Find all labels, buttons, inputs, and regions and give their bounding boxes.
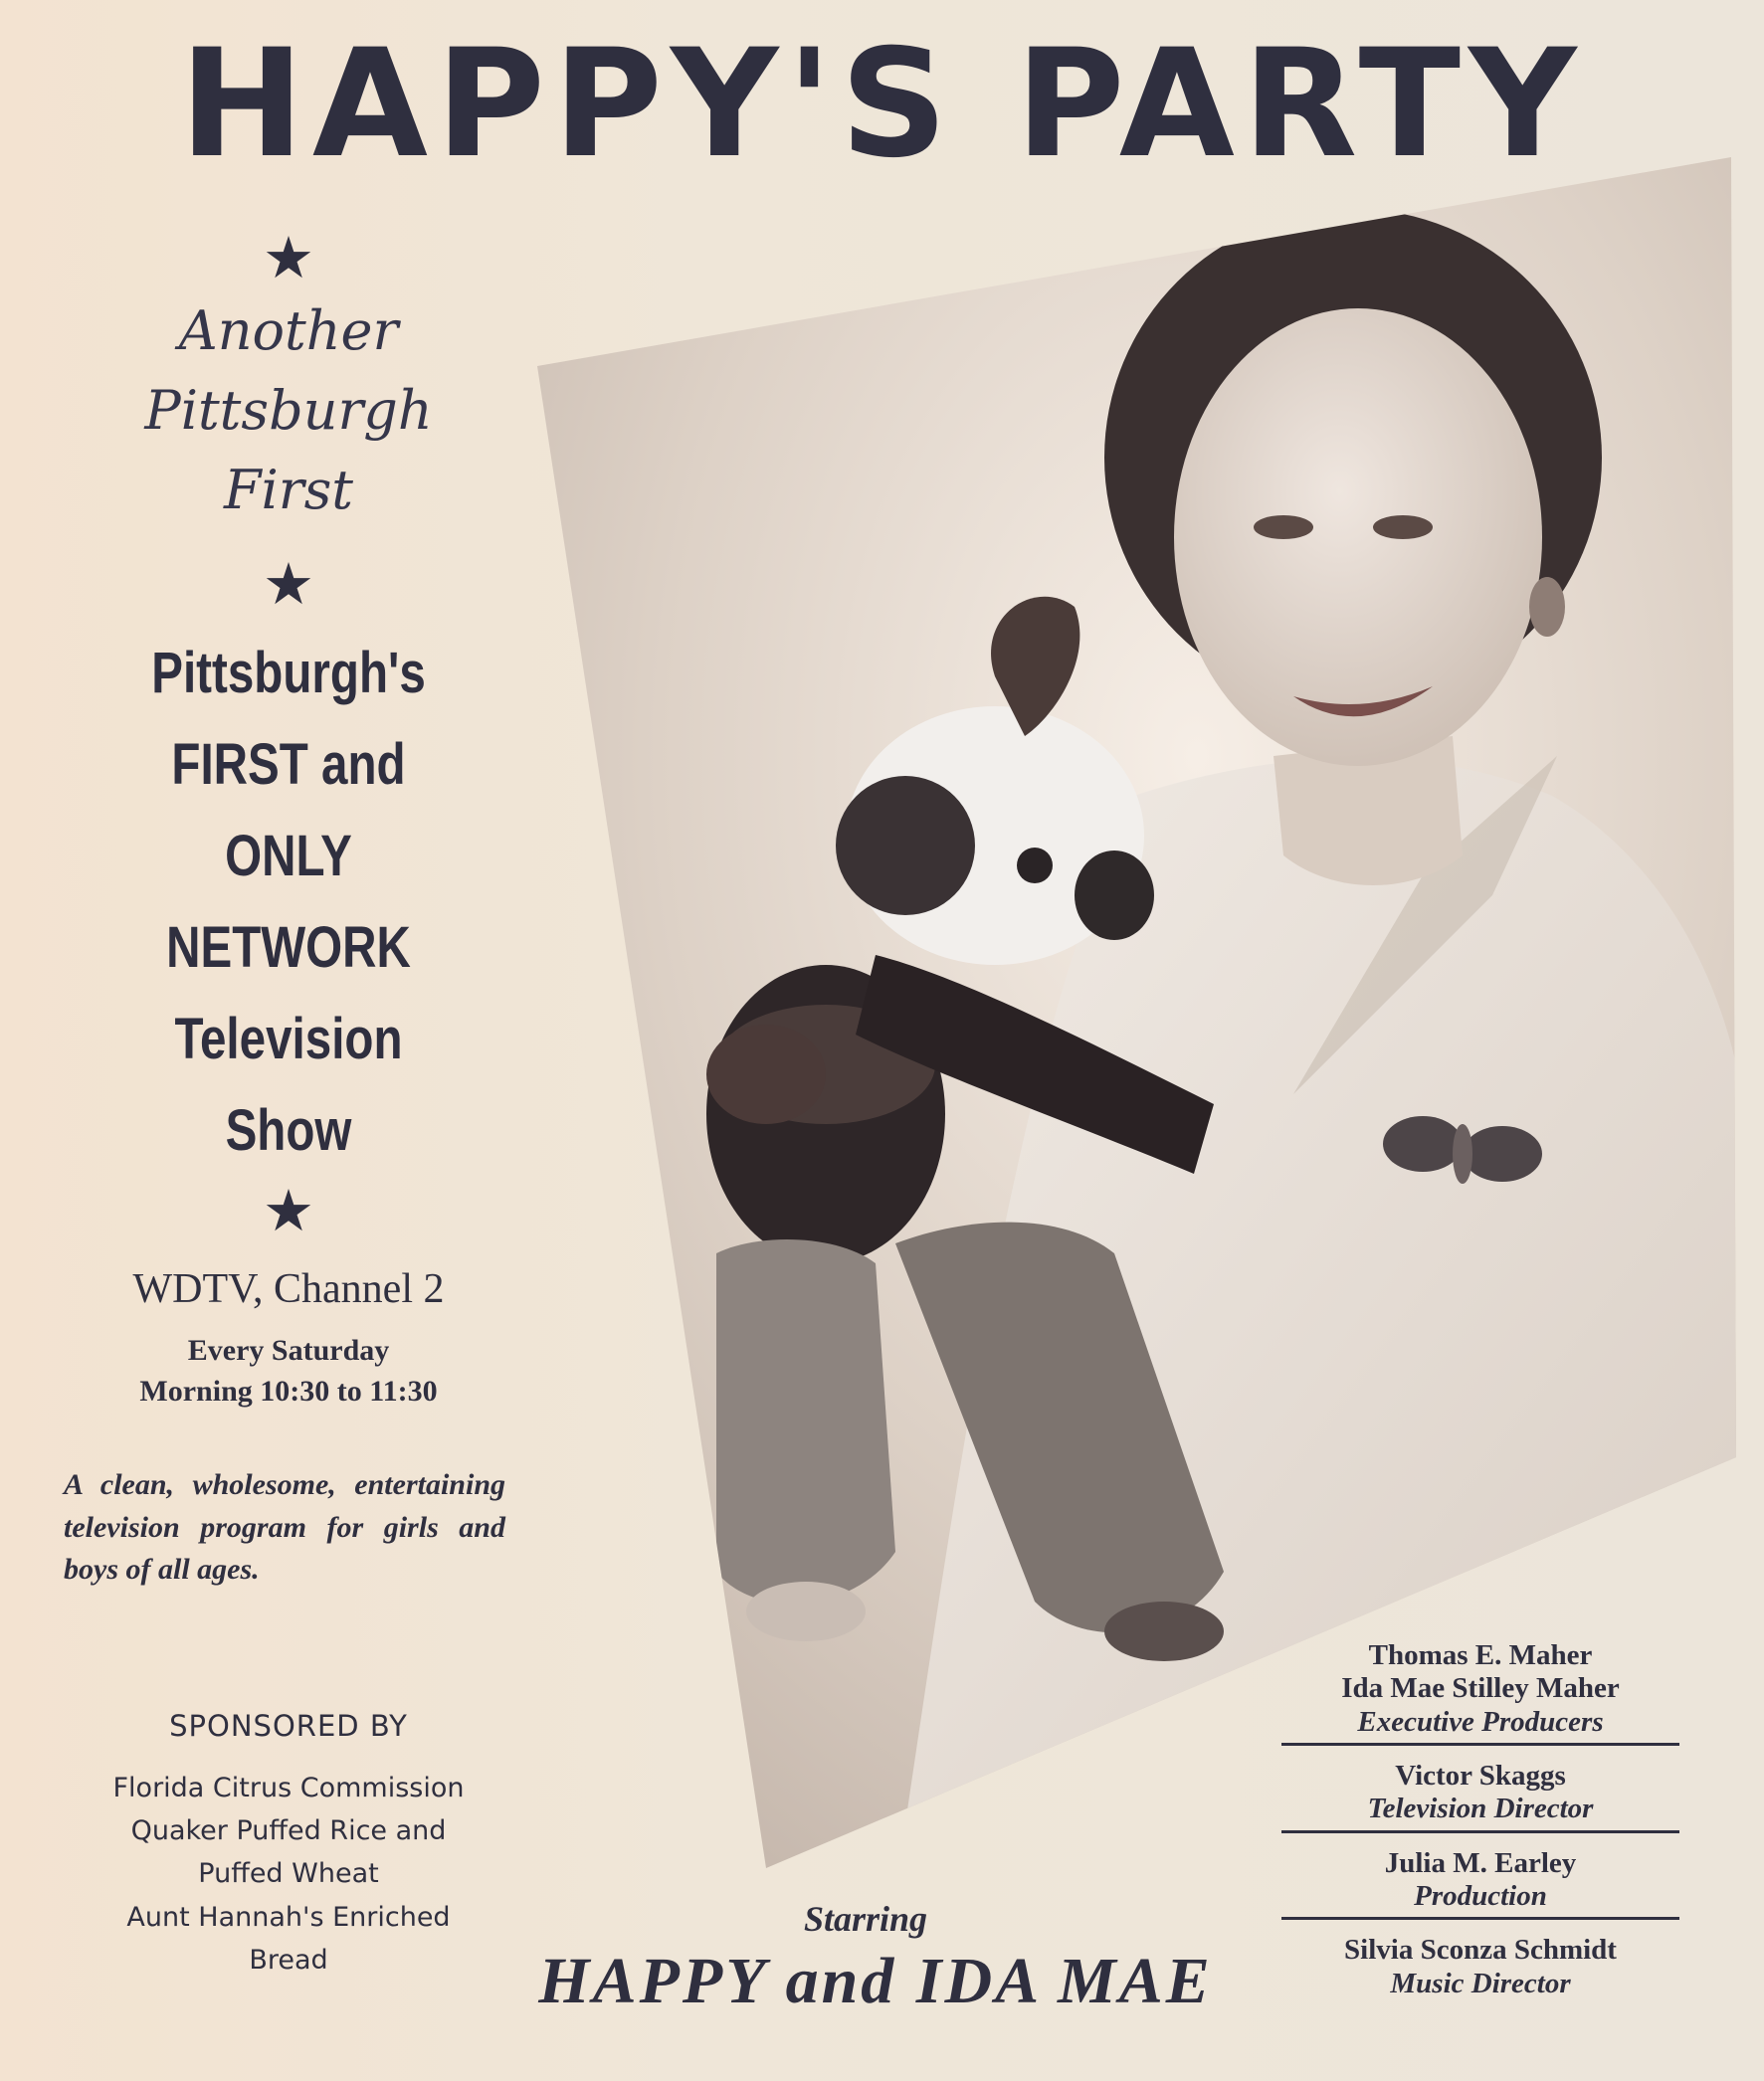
credit-name: Julia M. Earley xyxy=(1384,1846,1577,1879)
credit-role: Television Director xyxy=(1367,1793,1594,1825)
credit-name: Silvia Sconza Schmidt xyxy=(1344,1934,1617,1967)
tagline-line: First xyxy=(224,459,353,521)
credit-role: Music Director xyxy=(1390,1967,1571,1999)
sponsor-line: Puffed Wheat xyxy=(198,1858,379,1890)
credit-entry xyxy=(1281,1934,1679,2004)
star-icon: ★ xyxy=(263,1177,314,1244)
claim-line: NETWORK xyxy=(166,915,411,980)
credit-name: Victor Skaggs xyxy=(1395,1760,1566,1793)
station-label: WDTV, Channel 2 xyxy=(132,1266,445,1312)
sponsor-line: Florida Citrus Commission xyxy=(112,1773,465,1803)
sponsor-line: Aunt Hannah's Enriched xyxy=(126,1901,451,1933)
face xyxy=(1174,308,1542,766)
tagline-line: Another xyxy=(178,299,399,362)
tagline-line: Pittsburgh xyxy=(144,379,433,442)
claim-line: ONLY xyxy=(225,824,352,888)
sponsor-line: Quaker Puffed Rice and xyxy=(130,1815,447,1847)
claim-line: Television xyxy=(174,1007,403,1071)
star-icon: ★ xyxy=(263,224,314,291)
puppet-hand xyxy=(706,1025,826,1124)
sponsor-line: Bread xyxy=(249,1944,328,1976)
credit-entry xyxy=(1281,1760,1679,1833)
starring-names: HAPPY and IDA MAE xyxy=(538,1945,1213,2017)
credits-block xyxy=(1281,1639,1679,2018)
credit-role: Production xyxy=(1414,1880,1547,1913)
credit-entry xyxy=(1281,1639,1679,1746)
page-title: HAPPY'S PARTY xyxy=(179,18,1585,191)
sponsored-by-heading: SPONSORED BY xyxy=(169,1709,408,1743)
puppet-eye-patch xyxy=(1075,851,1154,940)
program-description: A clean, wholesome, entertaining television program for girls and boys of all ages. xyxy=(64,1468,505,1587)
credit-entry xyxy=(1281,1847,1679,1921)
puppet-leg xyxy=(716,1239,895,1604)
claim-line: Pittsburgh's xyxy=(151,641,426,705)
earring xyxy=(1529,577,1565,637)
credit-role: Executive Producers xyxy=(1357,1705,1604,1738)
starring-label: Starring xyxy=(803,1899,928,1939)
claim-line: Show xyxy=(225,1098,352,1163)
star-icon: ★ xyxy=(263,550,314,618)
puppet-shoe xyxy=(746,1582,866,1641)
schedule-line: Morning 10:30 to 11:30 xyxy=(139,1374,438,1408)
puppet-shoe xyxy=(1104,1602,1224,1661)
puppet-ear-patch xyxy=(836,776,975,915)
claim-line: FIRST and xyxy=(171,732,406,797)
eye xyxy=(1373,515,1433,539)
credit-name: Ida Mae Stilley Maher xyxy=(1341,1672,1620,1705)
credit-name: Thomas E. Maher xyxy=(1368,1639,1593,1671)
eye xyxy=(1254,515,1313,539)
schedule-line: Every Saturday xyxy=(187,1334,390,1367)
puppet-eye xyxy=(1017,848,1053,883)
